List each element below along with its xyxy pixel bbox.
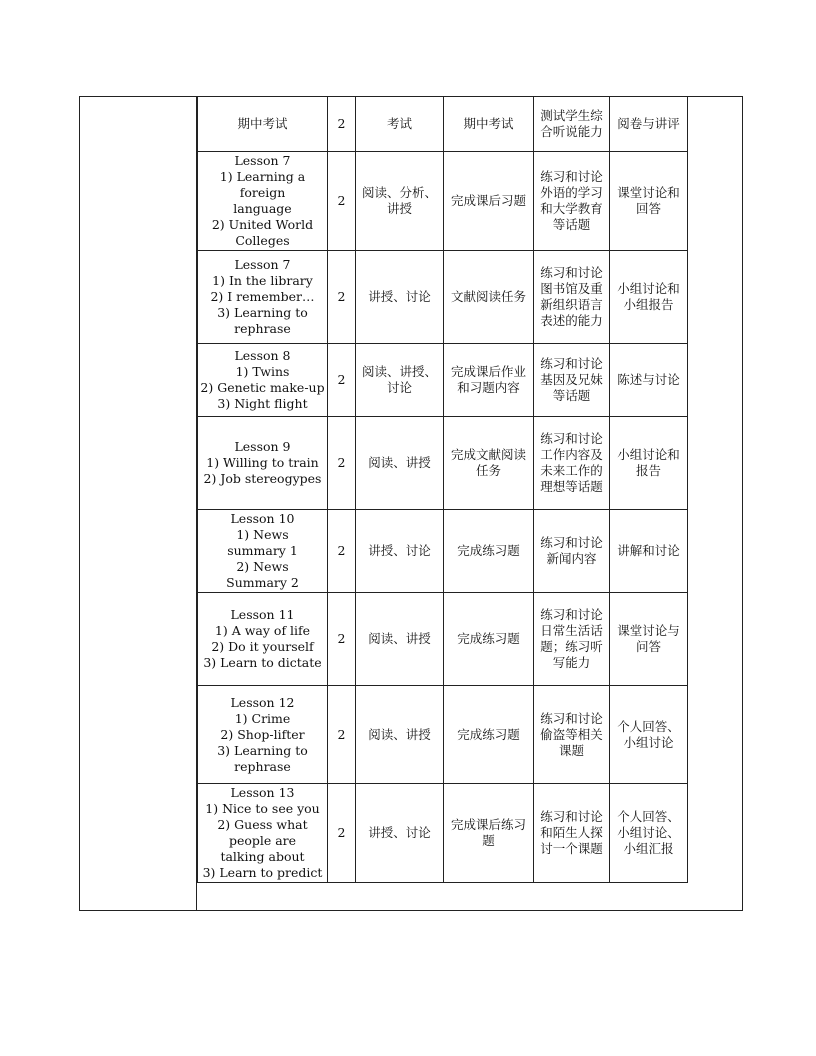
goal-text: 练习和讨论日常生活话题；练习听写能力	[540, 607, 603, 670]
topic-line: 2) United World	[211, 217, 314, 232]
goal-cell	[534, 344, 610, 417]
topic-cell	[198, 96, 328, 152]
assessment-text: 课堂讨论与问答	[617, 623, 680, 654]
goal-cell	[534, 593, 610, 686]
assessment-cell	[610, 417, 688, 510]
topic-line: 1) Nice to see you	[205, 801, 320, 816]
topic-line: 1) A way of life	[214, 623, 311, 638]
topic-cell	[198, 344, 328, 417]
method-text: 考试	[386, 115, 412, 131]
topic-line: 3) Learning to	[217, 305, 308, 320]
topic-line: Lesson 7	[234, 153, 291, 168]
topic-cell	[198, 686, 328, 784]
goal-cell	[534, 152, 610, 251]
method-cell	[356, 251, 444, 344]
topic-line: 2) I remember…	[210, 289, 315, 304]
topic-line: 1) Willing to train	[206, 455, 319, 470]
goal-cell	[534, 417, 610, 510]
topic-line: 1) Twins	[235, 364, 290, 379]
table-row	[198, 593, 688, 686]
table-row	[198, 784, 688, 883]
topic-line: people are	[228, 833, 297, 848]
homework-text: 完成课后练习题	[450, 817, 526, 848]
topic-line: 3) Learn to dictate	[203, 655, 322, 670]
homework-cell	[444, 417, 534, 510]
topic-line: Lesson 8	[234, 348, 291, 363]
assessment-text: 小组讨论和小组报告	[617, 281, 680, 312]
topic-line: 3) Learn to predict	[202, 865, 323, 880]
table-row	[198, 251, 688, 344]
topic-line: 期中考试	[237, 115, 288, 131]
goal-text: 练习和讨论基因及兄妹等话题	[540, 356, 603, 403]
assessment-text: 讲解和讨论	[617, 543, 680, 558]
assessment-cell	[610, 593, 688, 686]
hours-cell	[328, 593, 356, 686]
table-row	[198, 510, 688, 593]
method-text: 阅读、讲授	[368, 455, 431, 470]
topic-cell	[198, 251, 328, 344]
homework-text: 完成练习题	[457, 543, 520, 558]
assessment-cell	[610, 344, 688, 417]
hours-text: 2	[337, 455, 346, 470]
topic-line: Lesson 10	[230, 511, 295, 526]
hours-text: 2	[337, 631, 346, 646]
topic-line: 3) Learning to	[217, 742, 308, 758]
assessment-text: 阅卷与讲评	[617, 115, 680, 131]
homework-cell	[444, 784, 534, 883]
topic-line: 3) Night flight	[217, 396, 308, 411]
hours-cell	[328, 686, 356, 784]
assessment-cell	[610, 96, 688, 152]
topic-cell	[198, 784, 328, 883]
goal-cell	[534, 251, 610, 344]
hours-cell	[328, 784, 356, 883]
topic-line: summary 1	[227, 543, 298, 558]
topic-line: 2) Job stereogypes	[203, 471, 322, 486]
goal-cell	[534, 510, 610, 593]
method-text: 阅读、讲授	[368, 726, 431, 742]
hours-cell	[328, 251, 356, 344]
topic-line: 1) Crime	[234, 710, 291, 726]
goal-text: 练习和讨论和陌生人探讨一个课题	[540, 809, 603, 856]
assessment-cell	[610, 152, 688, 251]
homework-cell	[444, 593, 534, 686]
method-text: 讲授、讨论	[368, 289, 431, 304]
hours-text: 2	[337, 543, 346, 558]
topic-line: 2) Shop-lifter	[220, 726, 305, 742]
homework-cell	[444, 686, 534, 784]
topic-line: foreign	[239, 185, 286, 200]
method-cell	[356, 510, 444, 593]
table-row	[198, 417, 688, 510]
hours-cell	[328, 417, 356, 510]
method-cell	[356, 344, 444, 417]
topic-line: 1) News	[236, 527, 289, 542]
topic-line: rephrase	[234, 321, 291, 336]
homework-text: 文献阅读任务	[450, 289, 526, 304]
topic-line: 2) Genetic make-up	[200, 380, 325, 395]
method-text: 阅读、讲授	[368, 631, 431, 646]
method-cell	[356, 96, 444, 152]
homework-cell	[444, 344, 534, 417]
goal-text: 测试学生综合听说能力	[540, 107, 603, 139]
goal-text: 练习和讨论偷盗等相关课题	[540, 710, 603, 758]
method-text: 阅读、讲授、讨论	[361, 364, 437, 395]
assessment-cell	[610, 686, 688, 784]
goal-cell	[534, 96, 610, 152]
topic-line: Lesson 9	[234, 439, 291, 454]
homework-text: 完成文献阅读任务	[450, 447, 526, 478]
homework-cell	[444, 96, 534, 152]
topic-line: 2) Do it yourself	[211, 639, 314, 654]
goal-cell	[534, 686, 610, 784]
hours-text: 2	[337, 825, 346, 840]
method-text: 阅读、分析、讲授	[361, 185, 437, 216]
assessment-text: 陈述与讨论	[617, 372, 680, 387]
topic-cell	[198, 152, 328, 251]
topic-line: 2) News	[236, 559, 289, 574]
homework-cell	[444, 510, 534, 593]
topic-line: 1) In the library	[212, 273, 313, 288]
table-row	[198, 344, 688, 417]
method-cell	[356, 784, 444, 883]
assessment-cell	[610, 784, 688, 883]
hours-cell	[328, 510, 356, 593]
method-cell	[356, 152, 444, 251]
homework-text: 期中考试	[463, 115, 514, 131]
assessment-text: 个人回答、小组讨论	[617, 718, 680, 750]
method-text: 讲授、讨论	[368, 825, 431, 840]
homework-cell	[444, 251, 534, 344]
topic-line: Summary 2	[226, 575, 299, 590]
hours-cell	[328, 344, 356, 417]
method-text: 讲授、讨论	[368, 543, 431, 558]
hours-cell	[328, 152, 356, 251]
assessment-cell	[610, 251, 688, 344]
table-row	[198, 152, 688, 251]
hours-text: 2	[337, 289, 346, 304]
assessment-text: 小组讨论和报告	[617, 447, 680, 478]
topic-line: Lesson 12	[230, 694, 295, 710]
hours-text: 2	[337, 726, 346, 742]
method-cell	[356, 417, 444, 510]
goal-text: 练习和讨论新闻内容	[540, 535, 603, 566]
topic-line: Lesson 11	[230, 607, 295, 622]
topic-line: Lesson 7	[234, 257, 291, 272]
topic-cell	[198, 510, 328, 593]
goal-text: 练习和讨论工作内容及未来工作的理想等话题	[540, 431, 603, 494]
method-cell	[356, 686, 444, 784]
assessment-text: 个人回答、小组讨论、小组汇报	[617, 809, 680, 856]
topic-cell	[198, 593, 328, 686]
topic-line: rephrase	[234, 758, 291, 774]
homework-text: 完成课后习题	[450, 193, 526, 208]
goal-text: 练习和讨论外语的学习和大学教育等话题	[540, 169, 603, 232]
topic-line: Lesson 13	[230, 785, 295, 800]
hours-text: 2	[337, 193, 346, 208]
hours-cell	[328, 96, 356, 152]
homework-text: 完成练习题	[457, 726, 520, 742]
homework-text: 完成课后作业和习题内容	[450, 364, 526, 395]
homework-text: 完成练习题	[457, 631, 520, 646]
schedule-table	[197, 96, 688, 883]
assessment-text: 课堂讨论和回答	[617, 185, 680, 216]
topic-cell	[198, 417, 328, 510]
table-row	[198, 96, 688, 152]
hours-text: 2	[337, 372, 346, 387]
goal-cell	[534, 784, 610, 883]
topic-line: Colleges	[235, 233, 290, 248]
topic-line: language	[233, 201, 292, 216]
method-cell	[356, 593, 444, 686]
topic-line: talking about	[220, 849, 305, 864]
hours-text: 2	[337, 115, 346, 131]
homework-cell	[444, 152, 534, 251]
goal-text: 练习和讨论图书馆及重新组织语言表述的能力	[540, 265, 603, 328]
topic-line: 1) Learning a	[219, 169, 306, 184]
assessment-cell	[610, 510, 688, 593]
topic-line: 2) Guess what	[217, 817, 308, 832]
table-row	[198, 686, 688, 784]
